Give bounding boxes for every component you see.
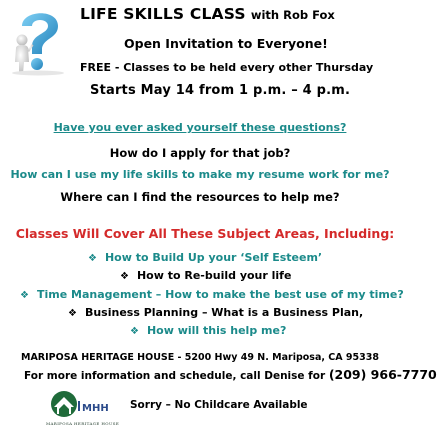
phone-number: (209) 966-7770 xyxy=(328,367,437,382)
class-host: with Rob Fox xyxy=(250,8,335,22)
subject-item-label: How to Build Up your ‘Self Esteem’ xyxy=(104,251,323,264)
subject-item-label: How will this help me? xyxy=(146,324,287,337)
diamond-bullet-icon: ❖ xyxy=(68,308,77,319)
title-line xyxy=(80,4,335,23)
subjects-heading: Classes Will Cover All These Subject Areas, Including: xyxy=(15,226,395,241)
mariposa-heritage-house-logo xyxy=(44,387,128,429)
subject-item-label: Time Management – How to make the best use of my time? xyxy=(36,288,404,301)
subject-item-label: How to Re-build your life xyxy=(136,269,292,282)
invitation-text: Open Invitation to Everyone! xyxy=(124,36,328,51)
questions-heading: Have you ever asked yourself these questions? xyxy=(53,121,347,134)
schedule-text: FREE - Classes to be held every other Thursday xyxy=(80,61,374,74)
question-item: How can I use my life skills to make my resume work for me? xyxy=(10,168,390,181)
class-title: LIFE SKILLS CLASS xyxy=(80,5,246,23)
diamond-bullet-icon: ❖ xyxy=(20,290,29,301)
diamond-bullet-icon: ❖ xyxy=(88,253,97,264)
subject-item xyxy=(20,288,404,301)
start-date-text: Starts May 14 from 1 p.m. – 4 p.m. xyxy=(90,83,351,98)
diamond-bullet-icon: ❖ xyxy=(120,271,129,282)
question-mark-figure-icon xyxy=(8,4,70,76)
contact-line xyxy=(24,367,437,382)
subject-item xyxy=(120,269,291,282)
question-item: Where can I find the resources to help me? xyxy=(60,190,340,204)
diamond-bullet-icon: ❖ xyxy=(130,326,139,337)
address-text: MARIPOSA HERITAGE HOUSE - 5200 Hwy 49 N. Mariposa, CA 95338 xyxy=(21,352,379,363)
contact-text: For more information and schedule, call Denise for xyxy=(24,370,326,382)
question-item: How do I apply for that job? xyxy=(109,146,291,160)
subject-item xyxy=(68,306,363,319)
subject-item xyxy=(130,324,286,337)
subject-item xyxy=(88,251,322,264)
childcare-notice: Sorry – No Childcare Available xyxy=(130,399,308,411)
subject-item-label: Business Planning – What is a Business Plan, xyxy=(84,306,364,319)
logo-name: MARIPOSA HERITAGE HOUSE xyxy=(46,421,120,426)
logo-abbrev: MHH xyxy=(82,403,109,414)
